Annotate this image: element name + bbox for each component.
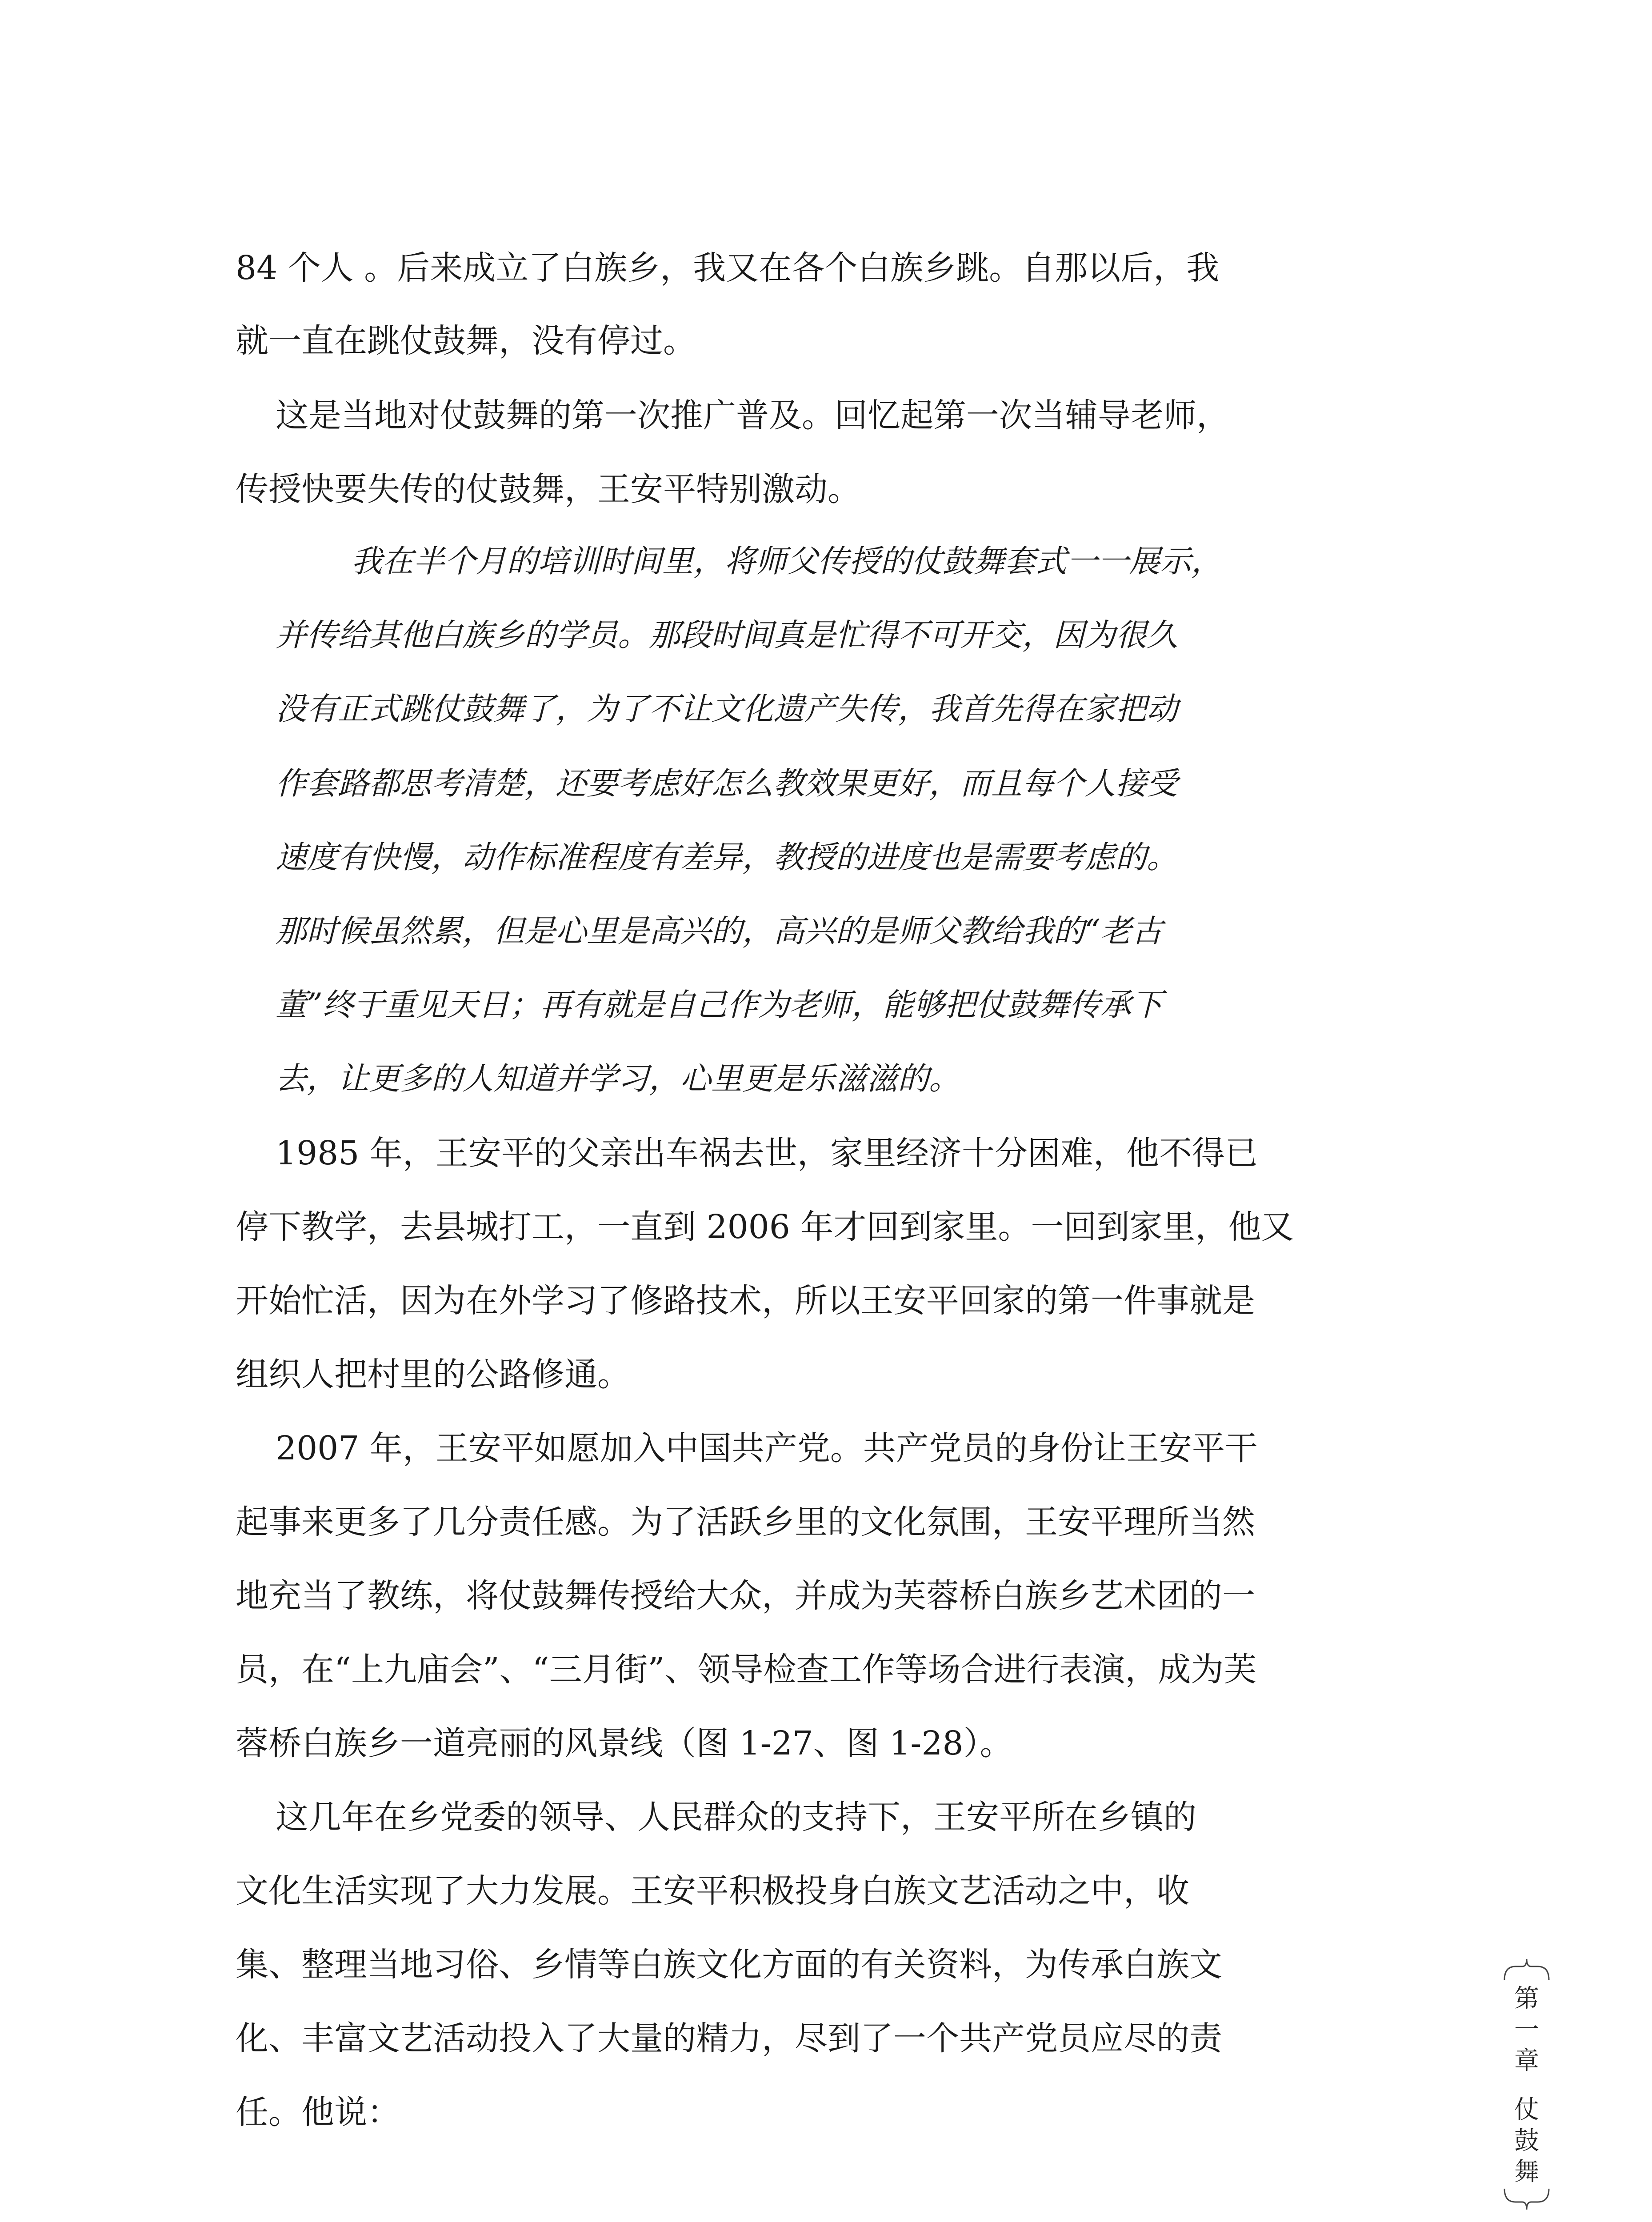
quote-line: 董”终于重见天日；再有就是自己作为老师，能够把仗鼓舞传承下 [276,987,1163,1023]
body-line: 就一直在跳仗鼓舞，没有停过。 [236,322,696,360]
body-line: 这是当地对仗鼓舞的第一次推广普及。回忆起第一次当辅导老师， [276,396,1229,435]
body-line: 传授快要失传的仗鼓舞，王安平特别激动。 [236,470,860,508]
quote-line: 作套路都思考清楚，还要考虑好怎么教效果更好，而且每个人接受 [276,765,1178,802]
bottom-bracket-icon [1502,2186,1551,2213]
quote-line: 速度有快慢，动作标准程度有差异，教授的进度也是需要考虑的。 [276,839,1178,875]
body-line: 蓉桥白族乡一道亮丽的风景线（图 1-27、图 1-28）。 [236,1724,1013,1762]
chapter-char: 第 [1514,1984,1539,2013]
chapter-char: 章 [1514,2046,1539,2075]
chapter-char: 仗 [1514,2095,1539,2124]
quote-line: 那时候虽然累，但是心里是高兴的，高兴的是师父教给我的“老古 [276,913,1163,949]
chapter-char: 鼓 [1514,2126,1539,2155]
quote-line: 去，让更多的人知道并学习，心里更是乐滋滋的。 [276,1060,960,1097]
top-bracket-icon [1502,1955,1551,1982]
body-line: 起事来更多了几分责任感。为了活跃乡里的文化氛围，王安平理所当然 [236,1503,1255,1541]
chapter-char: 舞 [1514,2158,1539,2186]
chapter-char: 一 [1514,2015,1539,2044]
body-line: 2007 年，王安平如愿加入中国共产党。共产党员的身份让王安平干 [276,1429,1258,1467]
body-line: 组织人把村里的公路修通。 [236,1355,630,1394]
body-line: 员，在“上九庙会”、“三月街”、领导检查工作等场合进行表演，成为芙 [236,1651,1257,1689]
quote-line: 没有正式跳仗鼓舞了，为了不让文化遗产失传，我首先得在家把动 [276,691,1178,727]
body-line: 停下教学，去县城打工，一直到 2006 年才回到家里。一回到家里，他又 [236,1208,1294,1246]
quote-line: 并传给其他白族乡的学员。那段时间真是忙得不可开交，因为很久 [276,617,1178,653]
body-line: 集、整理当地习俗、乡情等白族文化方面的有关资料，为传承白族文 [236,1946,1222,1984]
body-line: 任。他说： [236,2093,400,2131]
body-line: 这几年在乡党委的领导、人民群众的支持下，王安平所在乡镇的 [276,1798,1196,1836]
chapter-sidebar [1500,1955,1553,2222]
body-line: 文化生活实现了大力发展。王安平积极投身白族文艺活动之中，收 [236,1872,1189,1910]
body-line: 开始忙活，因为在外学习了修路技术，所以王安平回家的第一件事就是 [236,1282,1255,1320]
body-line: 化、丰富文艺活动投入了大量的精力，尽到了一个共产党员应尽的责 [236,2019,1222,2058]
body-line: 地充当了教练，将仗鼓舞传授给大众，并成为芙蓉桥白族乡艺术团的一 [236,1577,1255,1615]
body-line: 84 个人 。后来成立了白族乡，我又在各个白族乡跳。自那以后，我 [236,249,1220,287]
quote-line: 我在半个月的培训时间里，将师父传授的仗鼓舞套式一一展示， [351,543,1222,579]
body-line: 1985 年，王安平的父亲出车祸去世，家里经济十分困难，他不得已 [276,1134,1258,1172]
